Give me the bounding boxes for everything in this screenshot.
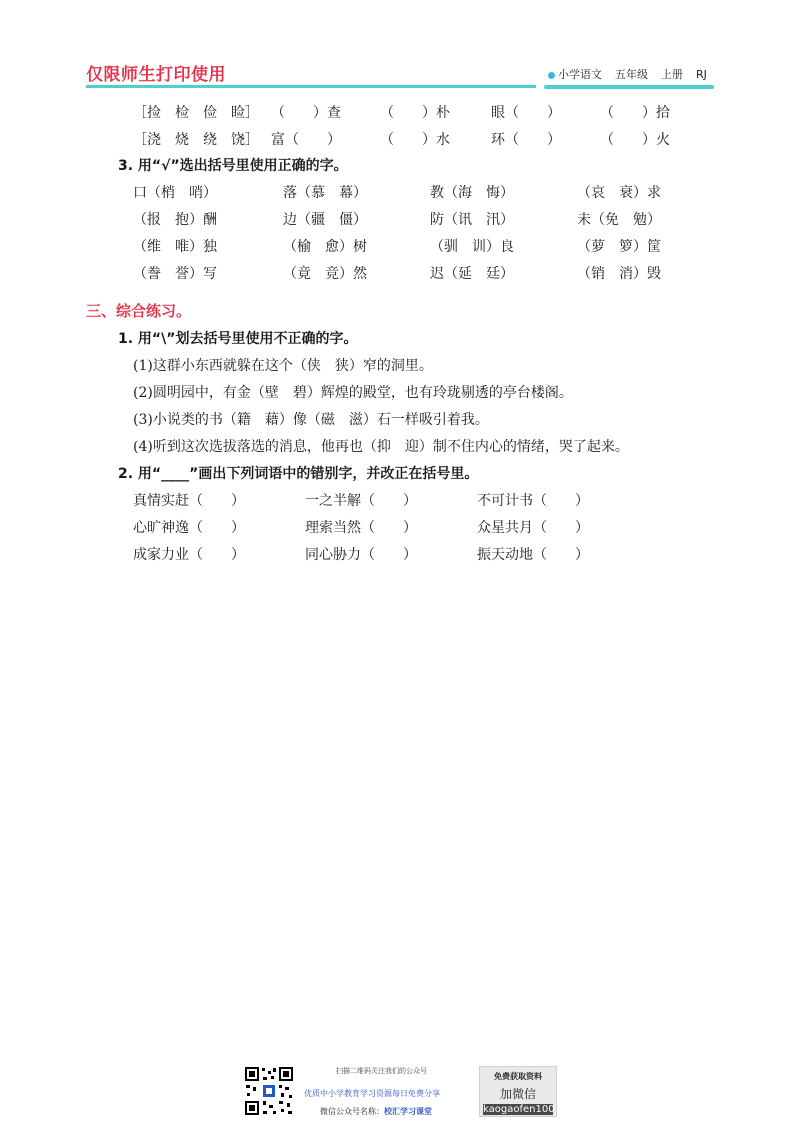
choice-item: 边（疆 僵）	[283, 212, 367, 228]
choice-item: 防（讯 汛）	[430, 212, 514, 228]
choice-item: （竟 竞）然	[283, 266, 367, 282]
fill-item: （ ）火	[600, 132, 670, 148]
header-divider-right	[544, 85, 714, 89]
sentence-item: (3)小说类的书（籍 藉）像（磁 滋）石一样吸引着我。	[133, 412, 489, 428]
choice-item: （销 消）毁	[577, 266, 661, 282]
grade-label: 五年级	[615, 68, 648, 81]
choice-item: （萝 箩）筐	[577, 239, 661, 255]
footer-share-text: 优质中小学教育学习资源每日免费分享	[304, 1089, 440, 1098]
footer-box-title: 免费获取资料	[494, 1072, 542, 1081]
section-3-q2-title: 2. 用“____”画出下列词语中的错别字，并改正在括号里。	[118, 466, 479, 482]
footer-account: 微信公众号名称：校汇学习课堂	[320, 1107, 432, 1116]
section-3-title: 三、综合练习。	[86, 302, 192, 320]
question-3-title: 3. 用“√”选出括号里使用正确的字。	[118, 158, 348, 174]
choice-item: 口（梢 哨）	[133, 185, 217, 201]
word-item: 振天动地（ ）	[477, 547, 589, 563]
word-item: 众星共月（ ）	[477, 520, 589, 536]
choice-item: 落（慕 幕）	[283, 185, 367, 201]
word-item: 真情实赶（ ）	[133, 493, 245, 509]
char-group: ［浇 烧 绕 饶］	[133, 132, 259, 148]
bullet-icon	[548, 72, 555, 79]
choice-item: （驯 训）良	[430, 239, 514, 255]
header-divider	[86, 85, 536, 88]
footer-box-subtitle: 加微信	[499, 1087, 536, 1101]
word-item: 同心胁力（ ）	[305, 547, 417, 563]
header-meta	[548, 66, 707, 82]
section-3-q1-title: 1. 用“\”划去括号里使用不正确的字。	[118, 331, 358, 347]
footer-account-name: 校汇学习课堂	[384, 1107, 432, 1116]
fill-item: 富（ ）	[271, 132, 341, 148]
volume-label: 上册	[661, 68, 683, 81]
choice-item: 迟（延 廷）	[430, 266, 514, 282]
subject-label: 小学语文	[548, 66, 602, 82]
choice-item: （维 唯）独	[133, 239, 217, 255]
sentence-item: (2)圆明园中，有金（壁 碧）辉煌的殿堂，也有玲珑剔透的亭台楼阁。	[133, 385, 573, 401]
char-group: ［捡 检 俭 睑］	[133, 105, 259, 121]
choice-item: 未（免 勉）	[577, 212, 661, 228]
word-item: 不可计书（ ）	[477, 493, 589, 509]
fill-item: 眼（ ）	[491, 105, 561, 121]
choice-item: （榆 愈）树	[283, 239, 367, 255]
word-item: 成家力业（ ）	[133, 547, 245, 563]
word-item: 一之半解（ ）	[305, 493, 417, 509]
choice-item: （哀 衰）求	[577, 185, 661, 201]
footer-box-id: kaogaofen100	[483, 1104, 555, 1115]
fill-item: （ ）朴	[380, 105, 450, 121]
footer-scan-text: 扫描二维码关注我们的公众号	[336, 1067, 427, 1075]
fill-item: （ ）拾	[600, 105, 670, 121]
page-header-title: 仅限师生打印使用	[86, 65, 226, 85]
fill-item: 环（ ）	[491, 132, 561, 148]
sentence-item: (4)听到这次选拔落选的消息，他再也（抑 迎）制不住内心的情绪，哭了起来。	[133, 439, 629, 455]
choice-item: （报 抱）酬	[133, 212, 217, 228]
fill-item: （ ）查	[271, 105, 341, 121]
choice-item: 教（海 悔）	[430, 185, 514, 201]
footer-contact-box	[479, 1066, 557, 1117]
choice-item: （誊 誉）写	[133, 266, 217, 282]
sentence-item: (1)这群小东西就躲在这个（侠 狭）窄的洞里。	[133, 358, 433, 374]
fill-item: （ ）水	[380, 132, 450, 148]
qr-code-icon	[243, 1065, 295, 1117]
word-item: 心旷神逸（ ）	[133, 520, 245, 536]
edition-label: RJ	[696, 67, 707, 81]
word-item: 理索当然（ ）	[305, 520, 417, 536]
